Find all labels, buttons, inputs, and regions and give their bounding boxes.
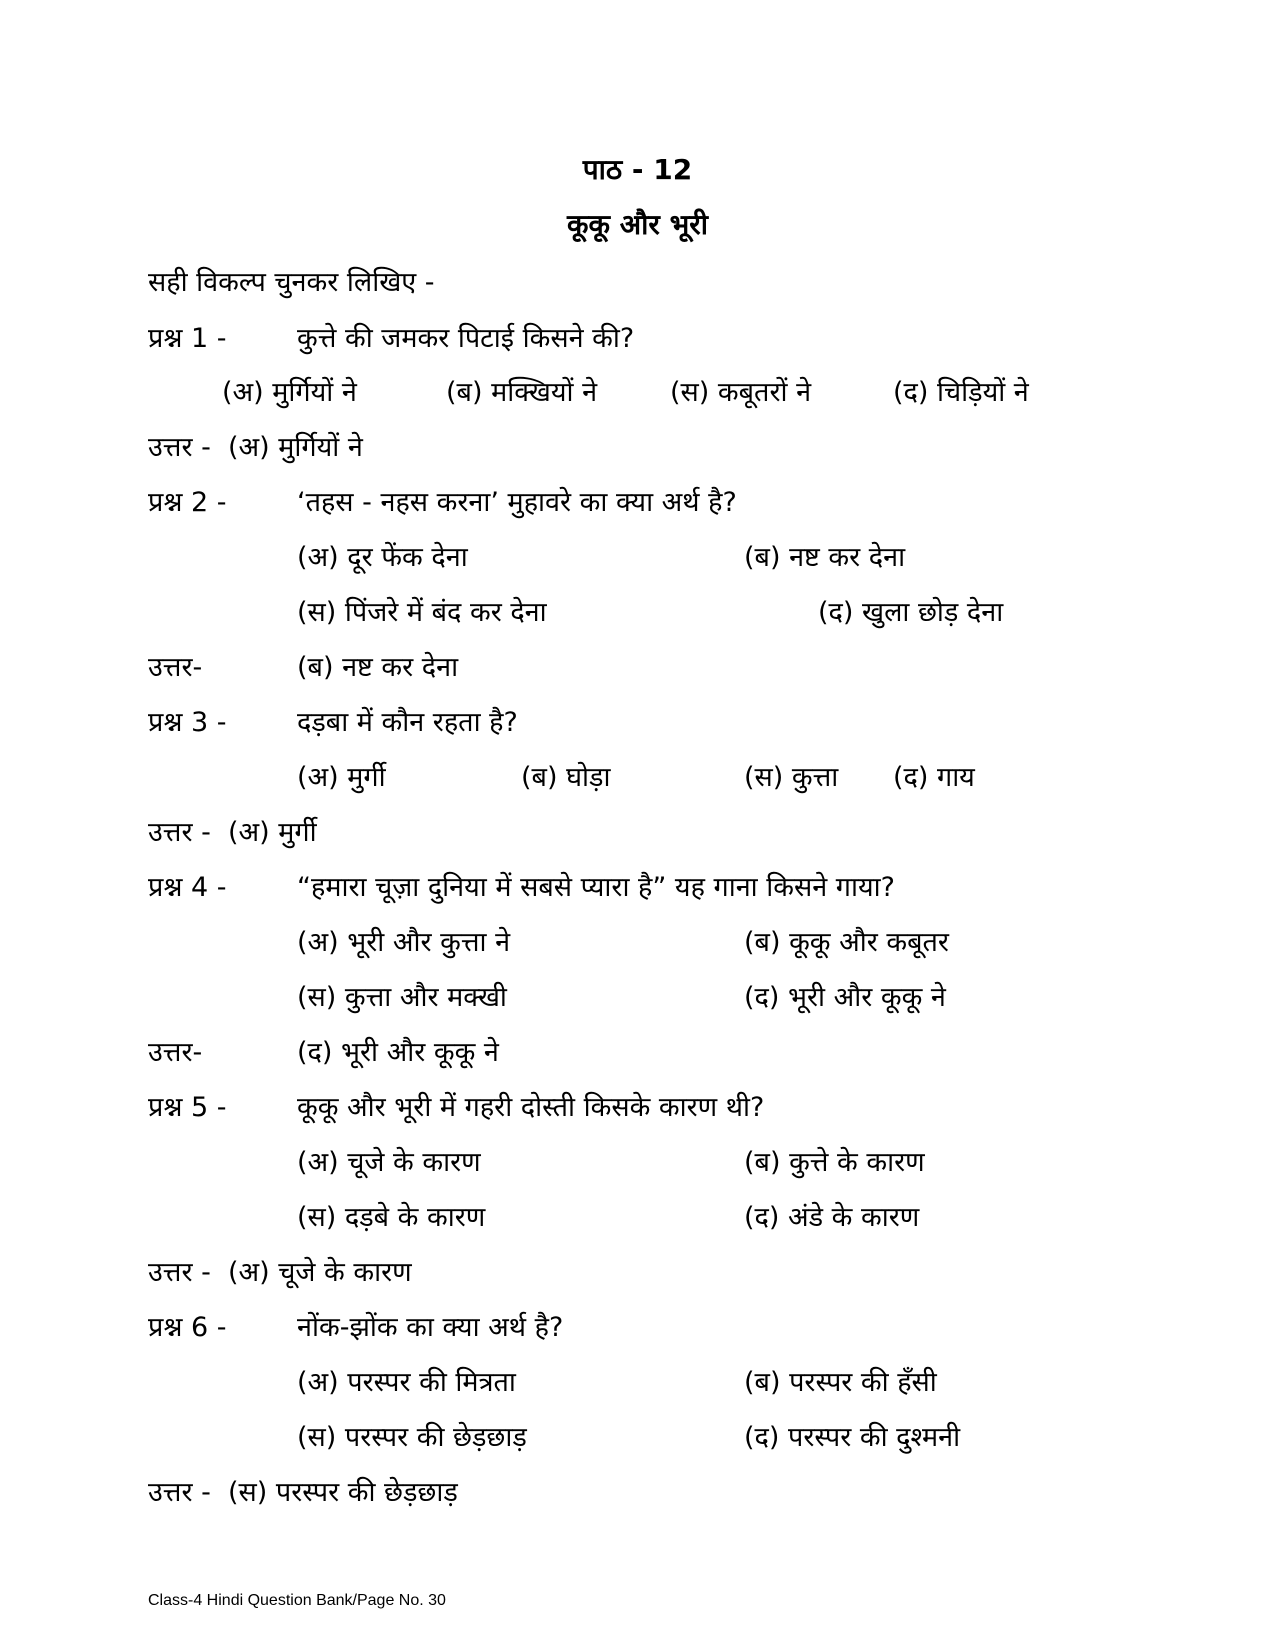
answer-label: उत्तर- xyxy=(148,1037,203,1068)
answer-text: (ब) नष्ट कर देना xyxy=(297,652,459,683)
option: (द) खुला छोड़ देना xyxy=(818,597,1004,628)
option: (स) दड़बे के कारण xyxy=(297,1202,486,1233)
answer-label: उत्तर - xyxy=(148,432,211,463)
option: (ब) मक्खियों ने xyxy=(446,377,598,408)
question-label: प्रश्न 4 - xyxy=(148,872,227,903)
question-text: दड़बा में कौन रहता है? xyxy=(297,707,518,738)
question-label: प्रश्न 2 - xyxy=(148,487,227,518)
answer-label: उत्तर - xyxy=(148,1477,211,1508)
option: (अ) मुर्गी xyxy=(297,762,386,793)
question-text: कूकू और भूरी में गहरी दोस्ती किसके कारण थी? xyxy=(297,1092,765,1123)
question-label: प्रश्न 3 - xyxy=(148,707,227,738)
page-footer: Class-4 Hindi Question Bank/Page No. 30 xyxy=(148,1592,446,1609)
option: (ब) परस्पर की हँसी xyxy=(744,1367,937,1398)
lesson-title: कूकू और भूरी xyxy=(567,208,708,241)
answer-label: उत्तर - xyxy=(148,1257,211,1288)
option: (स) कबूतरों ने xyxy=(670,377,812,408)
answer-text: (द) भूरी और कूकू ने xyxy=(297,1037,499,1068)
option: (द) चिड़ियों ने xyxy=(893,377,1029,408)
option: (द) परस्पर की दुश्मनी xyxy=(744,1422,961,1453)
answer-text: (अ) चूजे के कारण xyxy=(228,1257,412,1288)
question-text: कुत्ते की जमकर पिटाई किसने की? xyxy=(297,323,635,354)
option: (अ) मुर्गियों ने xyxy=(222,377,357,408)
question-text: ‘तहस - नहस करना’ मुहावरे का क्या अर्थ है? xyxy=(297,487,737,518)
option: (अ) भूरी और कुत्ता ने xyxy=(297,927,511,958)
option: (ब) कूकू और कबूतर xyxy=(744,927,949,958)
option: (द) गाय xyxy=(893,762,975,793)
answer-label: उत्तर - xyxy=(148,817,211,848)
option: (अ) दूर फेंक देना xyxy=(297,542,468,573)
answer-text: (अ) मुर्गी xyxy=(228,817,317,848)
option: (ब) घोड़ा xyxy=(521,762,611,793)
option: (द) भूरी और कूकू ने xyxy=(744,982,946,1013)
lesson-number: पाठ - 12 xyxy=(582,153,693,186)
option: (अ) चूजे के कारण xyxy=(297,1147,481,1178)
question-label: प्रश्न 5 - xyxy=(148,1092,227,1123)
option: (द) अंडे के कारण xyxy=(744,1202,920,1233)
question-label: प्रश्न 6 - xyxy=(148,1312,227,1343)
question-text: “हमारा चूज़ा दुनिया में सबसे प्यारा है” यह गाना किसने गाया? xyxy=(297,872,895,903)
option: (स) कुत्ता xyxy=(744,762,839,793)
question-text: नोंक-झोंक का क्या अर्थ है? xyxy=(297,1312,564,1343)
option: (ब) नष्ट कर देना xyxy=(744,542,906,573)
instruction: सही विकल्प चुनकर लिखिए - xyxy=(148,267,435,298)
option: (अ) परस्पर की मित्रता xyxy=(297,1367,516,1398)
option: (ब) कुत्ते के कारण xyxy=(744,1147,925,1178)
question-label: प्रश्न 1 - xyxy=(148,323,227,354)
answer-label: उत्तर- xyxy=(148,652,203,683)
option: (स) परस्पर की छेड़छाड़ xyxy=(297,1422,527,1453)
option: (स) कुत्ता और मक्खी xyxy=(297,982,507,1013)
option: (स) पिंजरे में बंद कर देना xyxy=(297,597,547,628)
answer-text: (स) परस्पर की छेड़छाड़ xyxy=(228,1477,458,1508)
answer-text: (अ) मुर्गियों ने xyxy=(228,432,363,463)
